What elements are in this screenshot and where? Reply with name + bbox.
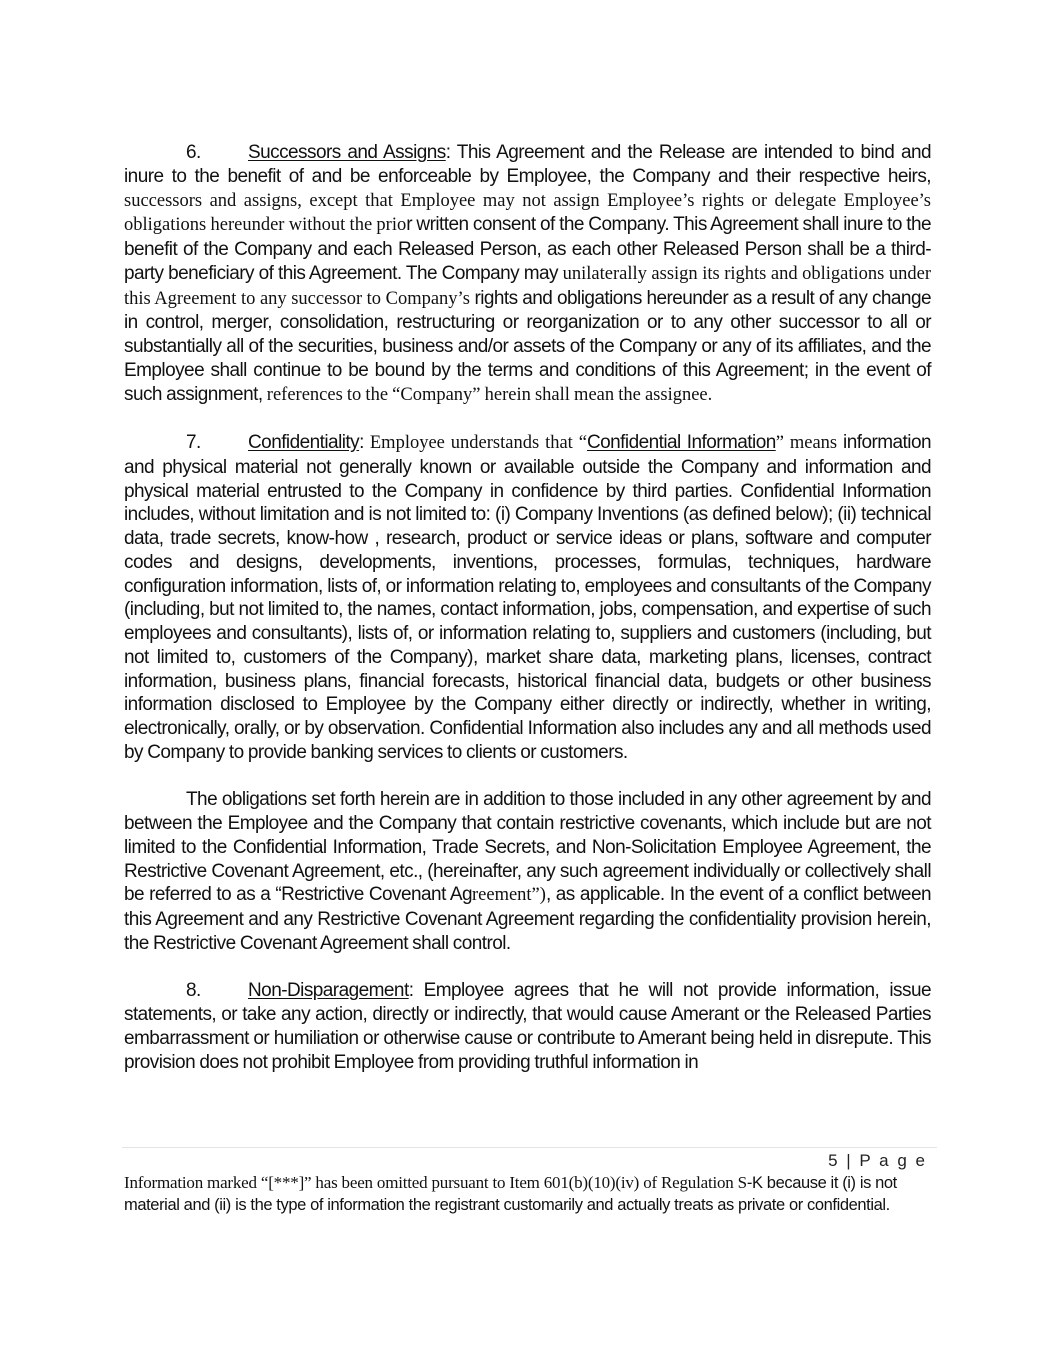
section-7-confidentiality: 7. Confidentiality: Employee understands that “Confidential Information” means information and physical material not generally known or available outside the Company and information and physical material entrusted to the Company in confidence by third parties. Confidential Information includes, without limitation and is not limited to: (i) Company Inventions (as defined below); (ii) technical data, trade secrets, know-how , research, product or service ideas or plans, software and computer codes and designs, developments, inventions, processes, formulas, techniques, hardware configuration information, lists of, or information relating to, employees and consultants of the Company (including, but not limited to, the names, contact information, jobs, compensation, and expertise of such employees and consultants), lists of, or information relating to, suppliers and customers (including, but not limited to, customers of the Company), market share data, marketing plans, licenses, contract information, business plans, financial forecasts, historical financial data, budgets or other business information disclosed to Employee by the Company either directly or indirectly, whether in writing, electronically, orally, or by observation. Confidential Information also includes any and all methods used by Company to provide banking services to clients or customers. [124, 432, 931, 763]
section-8-non-disparagement: 8. Non-Disparagement: Employee agrees that he will not provide information, issue statements, or take any action, directly or indirectly, that would cause Amerant or the Released Parties embarrassment or humiliation or otherwise cause or contribute to Amerant being held in disrepute. This provision does not prohibit Employee from providing truthful information in [124, 980, 931, 1073]
section-heading: Successors and Assigns [248, 142, 446, 163]
section-heading: Confidentiality [248, 432, 360, 453]
omission-notice: Information marked “[***]” has been omitted pursuant to Item 601(b)(10)(iv) of Regulation S-K because it (i) is not material and (ii) is the type of information the registrant customarily and actually treats as private or confidential. [124, 1173, 897, 1214]
document-body [124, 141, 931, 1098]
defined-term: Confidential Information [586, 432, 776, 453]
section-number: 8. [186, 980, 201, 1002]
page-number: 5 | P a g e [828, 1151, 927, 1170]
section-number: 6. [186, 142, 201, 163]
section-number: 7. [186, 432, 201, 453]
section-7-obligations-paragraph: The obligations set forth herein are in addition to those included in any other agreement by and between the Employee and the Company that contain restrictive covenants, which include but are not limited to the Confidential Information, Trade Secrets, and Non-Solicitation Employee Agreement, the Restrictive Covenant Agreement, etc., (hereinafter, any such agreement individually or collectively shall be referred to as a “Restrictive Covenant Agreement”), as applicable. In the event of a conflict between this Agreement and any Restrictive Covenant Agreement regarding the confidentiality provision herein, the Restrictive Covenant Agreement shall control. [124, 789, 931, 954]
section-heading: Non-Disparagement [248, 980, 409, 1002]
footer-divider [122, 1147, 937, 1148]
section-6-successors-and-assigns: 6. Successors and Assigns: This Agreement and the Release are intended to bind and inure to the benefit of and be enforceable by Employee, the Company and their respective heirs, successors and assigns, except that Employee may not assign Employee’s rights or delegate Employee’s obligations hereunder without the prior written consent of the Company. This Agreement shall inure to the benefit of the Company and each Released Person, as each other Released Person shall be a third-party beneficiary of this Agreement. The Company may unilaterally assign its rights and obligations under this Agreement to any successor to Company’s rights and obligations hereunder as a result of any change in control, merger, consolidation, restructuring or reorganization or to any other successor to all or substantially all of the securities, business and/or assets of the Company or any of its affiliates, and the Employee shall continue to be bound by the terms and conditions of this Agreement; in the event of such assignment, references to the “Company” herein shall mean the assignee. [124, 142, 932, 405]
